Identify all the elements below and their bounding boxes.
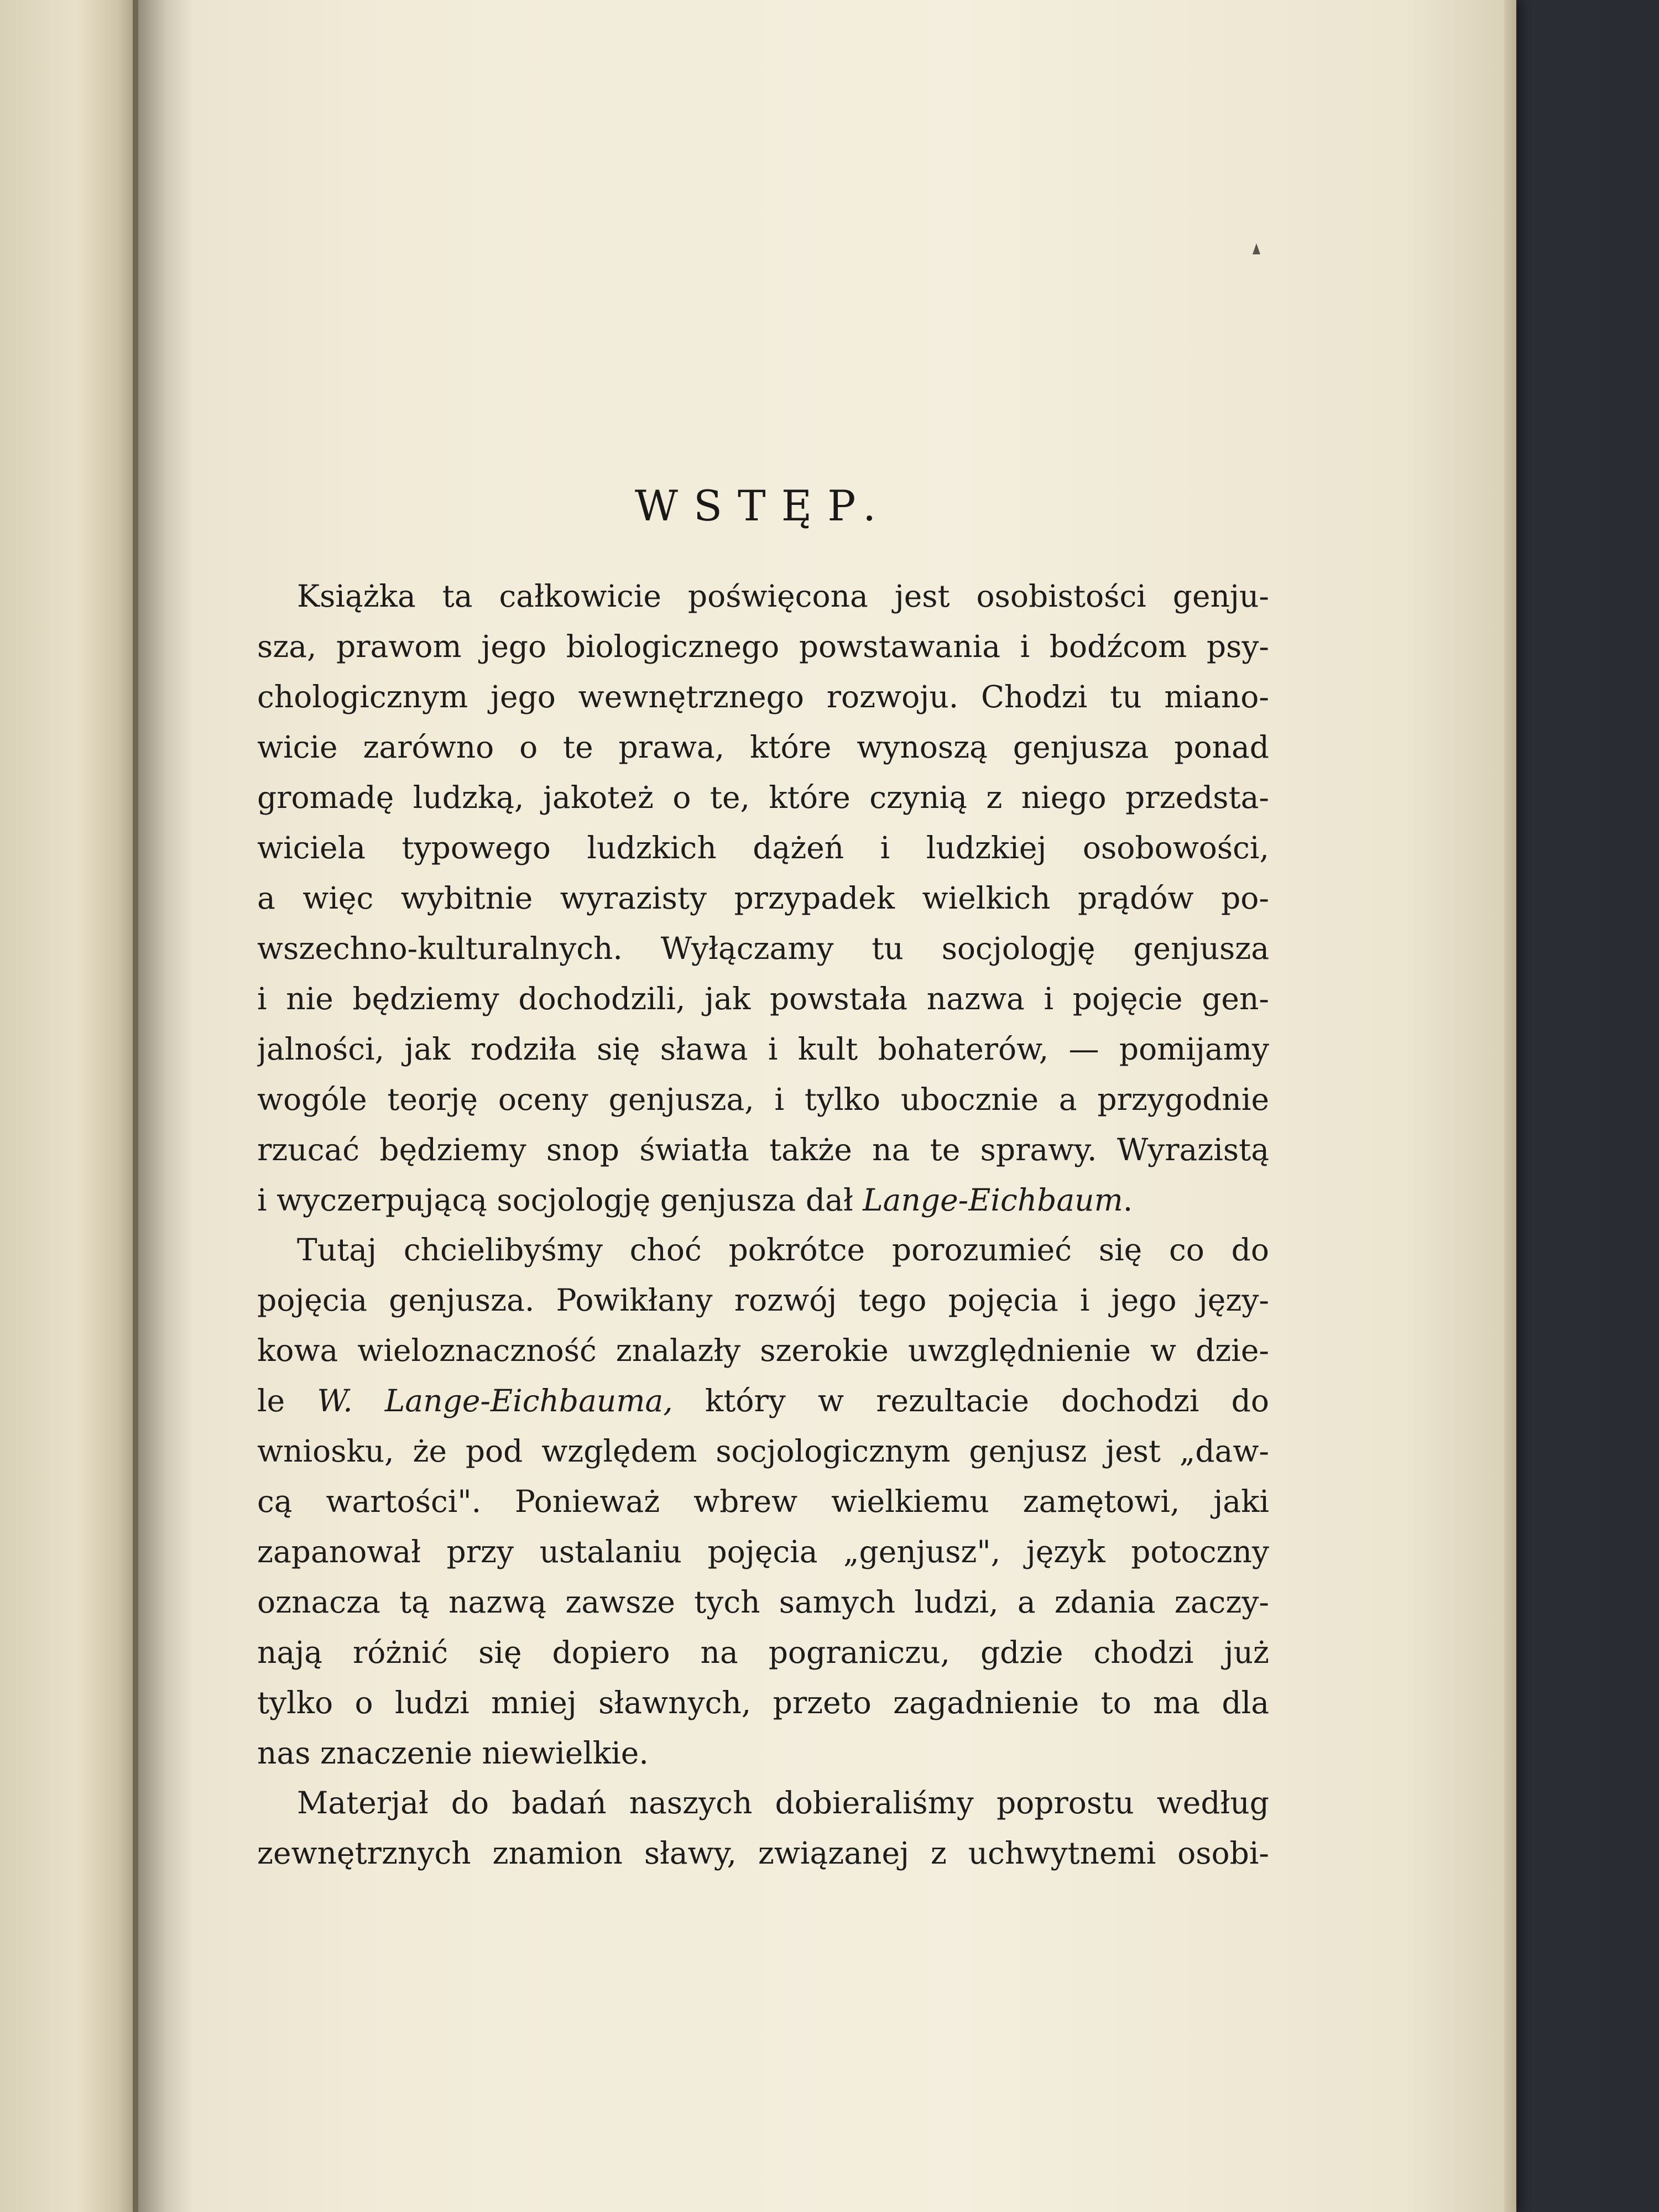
text-line: nas znaczenie niewielkie. <box>257 1735 649 1771</box>
text-line: gromadę ludzką, jakoteż o te, które czynią z niego przedsta- <box>257 780 1269 815</box>
text-line: a więc wybitnie wyrazisty przypadek wielkich prądów po- <box>257 880 1269 916</box>
page-edge <box>1504 0 1516 2212</box>
text-line: sza, prawom jego biologicznego powstawania i bodźcom psy- <box>257 629 1269 664</box>
text-line: Książka ta całkowicie poświęcona jest osobistości genju- <box>297 578 1269 614</box>
text-fragment: i wyczerpującą socjologję genjusza dał <box>257 1182 863 1218</box>
text-fragment: . <box>1123 1182 1133 1218</box>
text-line: zapanował przy ustalaniu pojęcia „genjusz", język potoczny <box>257 1534 1269 1569</box>
paragraph-2 <box>257 1225 1269 1778</box>
text-line: nają różnić się dopiero na pograniczu, gdzie chodzi już <box>257 1635 1269 1670</box>
text-line: oznacza tą nazwą zawsze tych samych ludzi, a zdania zaczy- <box>257 1584 1269 1620</box>
text-line: cą wartości". Ponieważ wbrew wielkiemu zamętowi, jaki <box>257 1484 1269 1519</box>
text-fragment: który w rezultacie dochodzi do <box>672 1383 1269 1418</box>
text-line: jalności, jak rodziła się sława i kult bohaterów, — pomijamy <box>257 1031 1269 1067</box>
facing-page-edge <box>0 0 142 2212</box>
text-line: chologicznym jego wewnętrznego rozwoju. Chodzi tu miano- <box>257 679 1269 714</box>
paragraph-3 <box>257 1778 1269 1879</box>
text-line: wicie zarówno o te prawa, które wynoszą genjusza ponad <box>257 729 1269 765</box>
text-line: pojęcia genjusza. Powikłany rozwój tego pojęcia i jego języ- <box>257 1282 1269 1318</box>
text-line: Materjał do badań naszych dobieraliśmy poprostu według <box>297 1785 1269 1820</box>
text-fragment: le <box>257 1383 317 1418</box>
chapter-title: WSTĘP. <box>634 481 892 530</box>
text-line: wiciela typowego ludzkich dążeń i ludzkiej osobowości, <box>257 830 1269 865</box>
paragraph-1 <box>257 571 1269 1225</box>
gutter-shadow <box>133 0 194 2212</box>
text-line: rzucać będziemy snop światła także na te sprawy. Wyrazistą <box>257 1132 1269 1167</box>
text-line <box>257 1175 1269 1225</box>
ink-mark <box>1253 243 1260 254</box>
author-name: W. Lange-Eichbauma, <box>317 1383 673 1418</box>
text-line: Tutaj chcielibyśmy choć pokrótce porozumieć się co do <box>297 1232 1269 1267</box>
text-line: wogóle teorję oceny genjusza, i tylko ubocznie a przygodnie <box>257 1082 1269 1117</box>
text-line: wniosku, że pod względem socjologicznym genjusz jest „daw- <box>257 1433 1269 1469</box>
text-line: wszechno-kulturalnych. Wyłączamy tu socjologję genjusza <box>257 931 1269 966</box>
author-name: Lange-Eichbaum <box>863 1182 1123 1218</box>
text-line: tylko o ludzi mniej sławnych, przeto zagadnienie to ma dla <box>257 1685 1269 1720</box>
text-line: i nie będziemy dochodzili, jak powstała nazwa i pojęcie gen- <box>257 981 1269 1016</box>
text-line: zewnętrznych znamion sławy, związanej z uchwytnemi osobi- <box>257 1835 1269 1871</box>
text-line: kowa wieloznaczność znalazły szerokie uwzględnienie w dzie- <box>257 1333 1269 1368</box>
text-line <box>257 1376 1269 1426</box>
